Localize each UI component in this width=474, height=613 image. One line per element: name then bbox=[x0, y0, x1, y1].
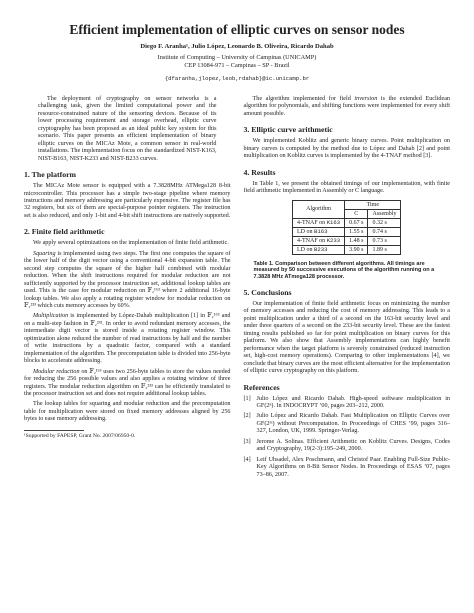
results-paragraph: In Table 1, we present the obtained timings of our implementation, with finite field arithmetic implemented in Assembly or C language. bbox=[243, 180, 450, 195]
table-row bbox=[293, 218, 401, 227]
footnote-divider bbox=[24, 430, 84, 431]
curve-arithmetic-paragraph: We implemented Koblitz and generic binary curves. Point multiplication on binary curves is computed by the method due to López and Dahab [2] and point multiplication on Koblitz curves is implemented by the 4-TNAF method [3]. bbox=[243, 138, 450, 160]
reference-item bbox=[244, 439, 451, 454]
author-list: Diego F. Aranha¹, Julio López, Leonardo B. Oliveira, Ricardo Dahab bbox=[140, 43, 334, 50]
row-asm-time: 0.74 s bbox=[368, 227, 401, 236]
field-intro-paragraph: We apply several optimizations on the implementation of finite field arithmetic. bbox=[33, 240, 229, 247]
affiliation-line-2: CEP 13084-971 – Campinas – SP - Brazil bbox=[184, 62, 290, 69]
author-emails: {dfaranha,jlopez,leob,rdahab}@ic.unicamp.br bbox=[164, 75, 310, 82]
reference-number: [2] bbox=[243, 413, 251, 420]
right-column bbox=[244, 96, 451, 482]
inversion-text-b: is the extended Euclidean algorithm for polynomials, and shifting functions were implemented for every shift amount possible. bbox=[243, 96, 451, 117]
reference-text: Julio López and Ricardo Dahab. High-speed software multiplication in GF(2ⁿ). In INDOCRYPT ’00, pages 203–212, 2000. bbox=[256, 395, 450, 409]
section-conclusions-heading: 5. Conclusions bbox=[243, 288, 292, 298]
multiplication-paragraph bbox=[24, 313, 231, 365]
row-asm-time: 0.73 s bbox=[368, 236, 401, 245]
header-c: C bbox=[345, 209, 368, 218]
paper-title: Efficient implementation of elliptic curves on sensor nodes bbox=[69, 22, 405, 37]
reference-item bbox=[244, 413, 451, 435]
reference-text: Jerome A. Solinas. Efficient Arithmetic on Koblitz Curves. Designs, Codes and Cryptography, 19(2-3):195–249, 2000. bbox=[256, 438, 450, 453]
platform-paragraph: The MICAz Mote sensor is equipped with a 7.3828MHz ATMega128 8-bit microcontroller. This processor has a simple two-stage pipeline where memory instructions and memory addressing are particularly expensive. The register file has 32 registers, but six of them are special-purpose pointer registers. The instruction set is also reduced, and only 1-bit and 4-bit shift instructions are natively supported. bbox=[24, 183, 231, 219]
curve-name: K233 bbox=[326, 237, 341, 245]
multiplication-term: Multiplication bbox=[33, 313, 69, 320]
header-assembly: Assembly bbox=[368, 209, 401, 218]
curve-name: K163 bbox=[326, 219, 341, 227]
reference-number: [4] bbox=[243, 456, 251, 463]
conclusions-paragraph: Our implementation of finite field arithmetic focus on minimizing the number of memory accesses and reducing the cost of memory addressing. This leads to a point multiplication under a third of a second on the 163-bit security level and under three quarters of a second on the 233-bit security level. These are the fastest timing results published so far for point multiplication on binary curves for this platform. We also show that Assembly implementations can highly benefit performance when the target platform is severely constrained (reduced instruction set, high-cost memory operations). Comparing to other implementations [4], we conclude that binary curves are the most efficient alternative for the implementation of elliptic curve cryptography on this platform. bbox=[243, 301, 450, 375]
squaring-text: is implemented using two steps. The first one computes the square of the lower half of the digit vector using a conventional 4-bit expansion table. The second step computes the square of the higher half combined with modular reduction. When the shift instructions required for modular reduction are not sufficiently supported by the processor instruction set, additional lookup tables are used. This is the case for modular reduction on 𝔽₂¹⁶³ where 2 additional 16-byte lookup tables. We also apply a rotating register window for modular reduction on 𝔽₂²³³ which cuts memory accesses by 60%. bbox=[24, 250, 231, 309]
table-header-row bbox=[293, 200, 401, 209]
affiliation bbox=[24, 54, 450, 70]
section-results-heading: 4. Results bbox=[243, 167, 276, 177]
reduction-text: on 𝔽₂¹⁶³ uses two 256-byte tables to store the values needed for reducing the 256 possible values and also applies a rotating window of three registers. The modular reduction algorithm on 𝔽₂²³³ can be efficiently translated to the processor instruction set and does not require additional lookup tables. bbox=[24, 368, 231, 397]
reference-item bbox=[244, 457, 451, 479]
row-algorithm bbox=[293, 227, 345, 236]
row-asm-time: 1.89 s bbox=[368, 245, 401, 254]
algorithm-label: LD on bbox=[297, 229, 313, 236]
timing-table bbox=[292, 200, 401, 255]
algorithm-label: LD on bbox=[297, 247, 313, 254]
inversion-text-a: The algorithm implemented for field bbox=[252, 96, 355, 102]
left-column bbox=[24, 96, 231, 482]
row-algorithm bbox=[293, 245, 345, 254]
footnote: ¹Supported by FAPESP, Grant No. 2007/06950-0. bbox=[24, 432, 136, 439]
algorithm-label: 4-TNAF on bbox=[297, 220, 326, 227]
row-asm-time: 0.32 s bbox=[368, 218, 401, 227]
row-algorithm bbox=[293, 236, 345, 245]
header-time: Time bbox=[345, 200, 401, 209]
table-row bbox=[293, 227, 401, 236]
row-c-time: 1.48 s bbox=[345, 236, 368, 245]
table-caption: Table 1. Comparison between different algorithms. All timings are measured by 50 successive executions of the algorithm running on a 7.3828 MHz ATmega128 processor. bbox=[253, 260, 435, 281]
reference-list bbox=[244, 396, 451, 480]
references-heading: References bbox=[243, 382, 280, 392]
table-row bbox=[293, 245, 401, 254]
affiliation-line-1: Institute of Computing – University of Campinas (UNICAMP) bbox=[157, 54, 317, 61]
curve-name: B233 bbox=[314, 246, 328, 254]
squaring-term: Squaring bbox=[33, 250, 56, 257]
reference-number: [3] bbox=[243, 438, 251, 445]
reference-text: Julio López and Ricardo Dahab. Fast Multiplication on Elliptic Curves over GF(2ᵐ) without Precomputation. In Proceedings of CHES ’99, pages 316–327, London, UK, 1999. Springer-Verlag. bbox=[256, 413, 450, 435]
curve-name: B163 bbox=[314, 228, 328, 236]
header-algorithm: Algorithm bbox=[293, 200, 345, 218]
squaring-paragraph bbox=[24, 251, 231, 311]
section-platform-heading: 1. The platform bbox=[24, 170, 77, 180]
row-algorithm bbox=[293, 218, 345, 227]
reference-number: [1] bbox=[243, 395, 251, 402]
multiplication-text: is implemented by López-Dahab multiplication [1] in 𝔽₂¹⁶³ and on a multi-step fashion in 𝔽₂²³³. In order to avoid redundant memory accesses, the intermediate digit vector is stored inside a rotating register window. This optimization alone reduced the number of read instructions by half and the number of write instructions by a quadratic factor, compared with a standard implementation of the algorithm. The precomputation table is divided into 256-byte blocks to accelerate addressing. bbox=[24, 313, 231, 365]
row-c-time: 0.67 s bbox=[345, 218, 368, 227]
row-c-time: 3.90 s bbox=[345, 245, 368, 254]
two-column-body bbox=[24, 96, 450, 482]
abstract: The deployment of cryptography on sensor networks is a challenging task, given the limited computational power and the resource-constrained nature of the sensoring devices. Because of its lower processing requirement and storage overhead, elliptic curve cryptography has been proposed as an ideal public key system for this scenario. This paper presents an efficient implementation of binary elliptic curves on the MICAz Mote, a common sensor in real-world installations. The implementation focus on the standardized NIST-K163, NIST-B163, NIST-K233 and NIST-B233 curves. bbox=[38, 96, 217, 162]
algorithm-label: 4-TNAF on bbox=[297, 238, 326, 245]
reduction-paragraph bbox=[24, 369, 231, 399]
section-curve-arithmetic-heading: 3. Elliptic curve arithmetic bbox=[243, 125, 333, 135]
reference-item bbox=[244, 396, 451, 411]
reference-text: Leif Uhsadel, Alex Poschmann, and Christof Paar. Enabling Full-Size Public-Key Algorithms on 8-Bit Sensor Nodes. In Proceedings of ESAS ’07, pages 73–86, 2007. bbox=[256, 456, 450, 478]
inversion-paragraph bbox=[244, 96, 451, 118]
reduction-term: Modular reduction bbox=[33, 368, 80, 375]
table-row bbox=[293, 236, 401, 245]
row-c-time: 1.55 s bbox=[345, 227, 368, 236]
lookup-tables-paragraph: The lookup tables for squaring and modular reduction and the precomputation table for multiplication were stored on fixed memory addresses aligned by 256 bytes to ease memory addressing. bbox=[24, 401, 231, 423]
section-field-arithmetic-heading: 2. Finite field arithmetic bbox=[24, 227, 105, 237]
inversion-term: inversion bbox=[354, 96, 378, 102]
